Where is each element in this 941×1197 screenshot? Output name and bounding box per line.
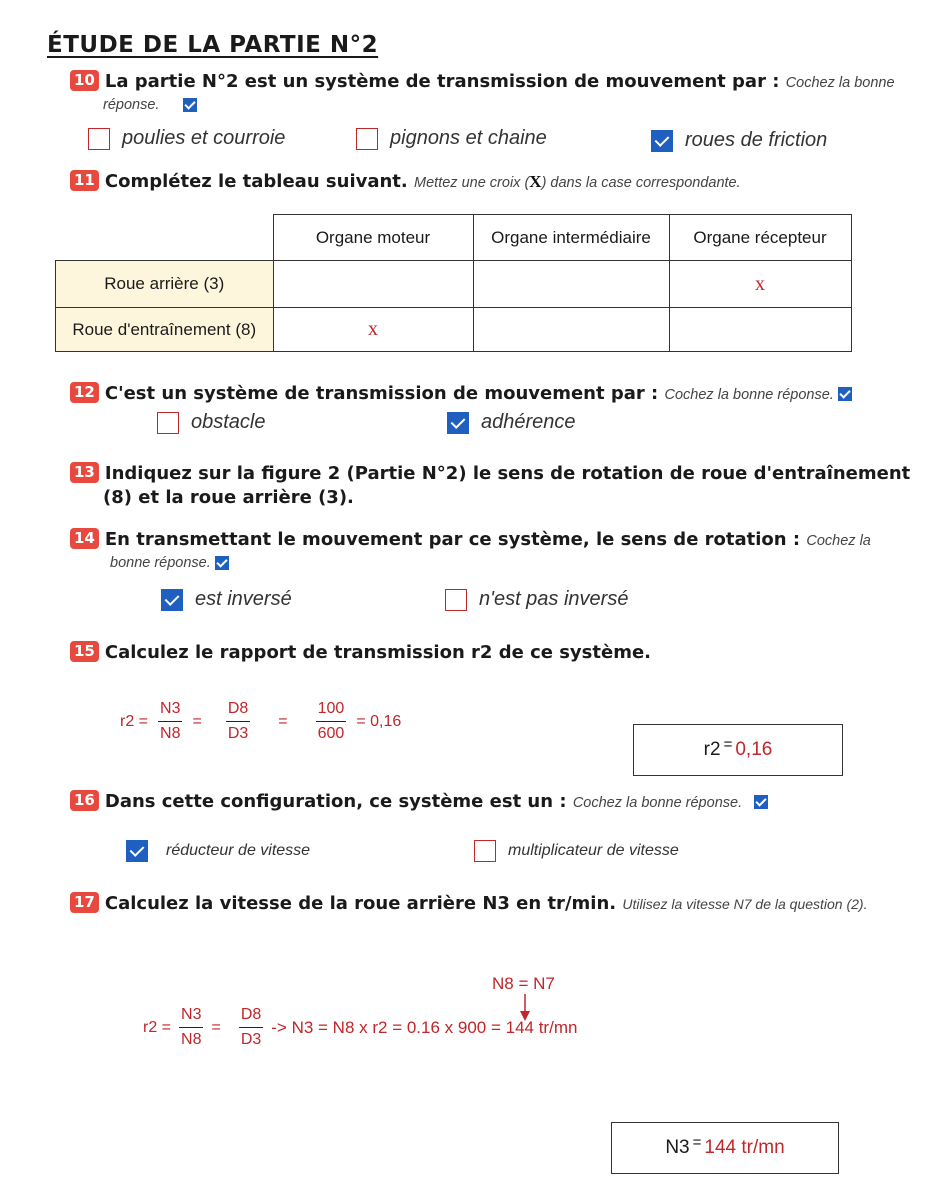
fraction: $\frac{N3}{N8}$	[181, 1006, 202, 1048]
option-multiplicateur[interactable]	[474, 840, 679, 862]
question-13-line2: (8) et la roue arrière (3).	[103, 487, 354, 508]
option-label: pignons et chaine	[390, 127, 547, 149]
checkbox[interactable]	[445, 589, 467, 611]
option-label: adhérence	[481, 411, 576, 433]
checkbox[interactable]	[88, 128, 110, 150]
question-hint: bonne réponse.	[110, 555, 211, 571]
option-label: n'est pas inversé	[479, 588, 629, 610]
table-row	[56, 308, 852, 352]
option-pignons[interactable]	[356, 127, 547, 150]
answer-box-r2[interactable]	[633, 724, 843, 776]
question-hint: Cochez la bonne réponse.	[572, 795, 743, 811]
fraction: $\frac{D8}{D3}$	[240, 1006, 262, 1048]
table-header: Organe intermédiaire	[473, 215, 669, 261]
equation-rest: -> N3 = N8 x r2 = 0.16 x 900 = 144 tr/mn	[271, 1017, 578, 1037]
option-label: obstacle	[191, 411, 266, 433]
table-cell[interactable]: x	[669, 261, 851, 308]
option-est-inverse[interactable]	[161, 588, 292, 611]
equals: =	[278, 712, 288, 730]
question-15	[70, 641, 651, 663]
question-number: 10	[70, 70, 99, 91]
option-label: est inversé	[195, 588, 292, 610]
question-hint: Utilisez la vitesse N7 de la question (2).	[622, 896, 868, 912]
question-number: 16	[70, 790, 99, 811]
table-row	[56, 261, 852, 308]
option-reducteur[interactable]	[126, 840, 310, 862]
question-hint: réponse.	[103, 97, 160, 113]
question-13	[70, 462, 910, 484]
equals: =	[692, 1133, 702, 1151]
checked-icon	[838, 387, 852, 401]
question-number: 12	[70, 382, 99, 403]
table-cell[interactable]	[473, 261, 669, 308]
question-text: Complétez le tableau suivant.	[104, 171, 408, 192]
question-text: Dans cette configuration, ce système est un :	[104, 791, 567, 812]
answer-value: 0,16	[735, 739, 773, 760]
checkbox-checked[interactable]	[651, 130, 673, 152]
answer-box-n3[interactable]	[611, 1122, 839, 1174]
option-label: roues de friction	[685, 129, 828, 151]
table-header: Organe récepteur	[669, 215, 851, 261]
fraction: $\frac{D8}{D3}$	[227, 700, 249, 742]
table-header: Organe moteur	[273, 215, 473, 261]
equals: =	[723, 735, 733, 753]
question-text: Indiquez sur la figure 2 (Partie N°2) le sens de rotation de roue d'entraînement	[104, 463, 911, 484]
question-14-hint-line	[110, 555, 229, 571]
row-label: Roue arrière (3)	[56, 261, 274, 308]
checkbox-checked[interactable]	[126, 840, 148, 862]
answer-table	[55, 214, 852, 352]
table-cell[interactable]	[273, 261, 473, 308]
question-number: 17	[70, 892, 99, 913]
row-label: Roue d'entraînement (8)	[56, 308, 274, 352]
question-11	[70, 170, 741, 192]
equation-n3	[143, 1006, 577, 1049]
question-text: La partie N°2 est un système de transmission de mouvement par :	[104, 71, 780, 92]
option-roues-friction[interactable]	[651, 129, 827, 152]
question-text: C'est un système de transmission de mouvement par :	[104, 383, 659, 404]
checkbox[interactable]	[157, 412, 179, 434]
question-hint: Cochez la	[806, 533, 871, 549]
equals: =	[192, 712, 202, 730]
question-12	[70, 382, 852, 404]
checkbox[interactable]	[356, 128, 378, 150]
checked-icon	[754, 795, 768, 809]
question-17	[70, 892, 867, 914]
equals: =	[211, 1018, 221, 1036]
answer-label: r2	[703, 739, 721, 760]
question-10-hint-line	[103, 97, 197, 113]
question-number: 15	[70, 641, 99, 662]
option-obstacle[interactable]	[157, 411, 266, 434]
option-label: poulies et courroie	[122, 127, 286, 149]
question-text: Calculez le rapport de transmission r2 de ce système.	[104, 642, 651, 663]
table-corner	[56, 215, 274, 261]
question-text: En transmettant le mouvement par ce système, le sens de rotation :	[104, 529, 801, 550]
option-adherence[interactable]	[447, 411, 576, 434]
option-label: multiplicateur de vitesse	[508, 842, 679, 860]
question-hint: Mettez une croix (X) dans la case correspondante.	[414, 172, 741, 191]
question-16	[70, 790, 768, 812]
question-14	[70, 528, 871, 550]
table-cell[interactable]	[669, 308, 851, 352]
checkbox-checked[interactable]	[447, 412, 469, 434]
answer-label: N3	[665, 1137, 690, 1158]
question-number: 13	[70, 462, 99, 483]
option-pas-inverse[interactable]	[445, 588, 628, 611]
fraction: $\frac{N3}{N8}$	[160, 700, 181, 742]
question-number: 11	[70, 170, 99, 191]
question-text: Calculez la vitesse de la roue arrière N3 en tr/min.	[104, 893, 617, 914]
checked-icon	[183, 98, 197, 112]
question-10	[70, 70, 895, 92]
note-n8-n7: N8 = N7	[492, 974, 555, 993]
question-hint: Cochez la bonne réponse.	[664, 387, 834, 403]
page-title: ÉTUDE DE LA PARTIE N°2	[47, 32, 379, 58]
fraction: $\frac{100}{600}$	[317, 700, 345, 742]
answer-value: 144 tr/mn	[704, 1137, 785, 1158]
checkbox-checked[interactable]	[161, 589, 183, 611]
equation-result: = 0,16	[356, 712, 402, 730]
table-cell[interactable]	[473, 308, 669, 352]
equation-r2	[120, 700, 401, 743]
checkbox[interactable]	[474, 840, 496, 862]
equation-lhs: r2 =	[120, 712, 149, 730]
option-poulies[interactable]	[88, 127, 285, 150]
checked-icon	[215, 556, 229, 570]
question-number: 14	[70, 528, 99, 549]
equation-lhs: r2 =	[143, 1018, 172, 1036]
table-cell[interactable]: x	[273, 308, 473, 352]
option-label: réducteur de vitesse	[166, 842, 311, 860]
question-hint: Cochez la bonne	[785, 75, 895, 91]
